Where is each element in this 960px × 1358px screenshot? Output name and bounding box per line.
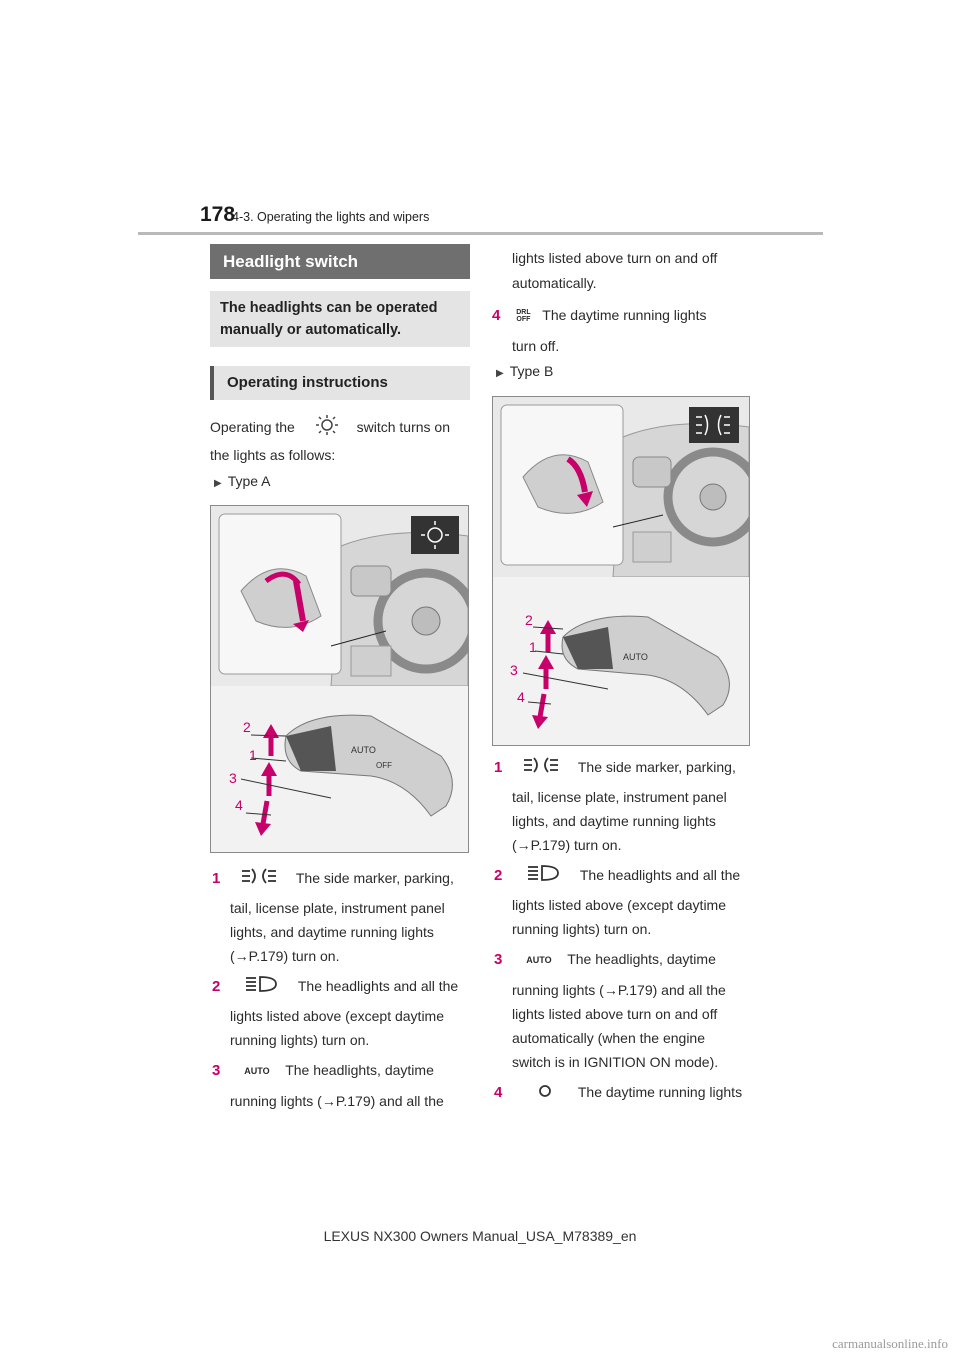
left-item-3 — [212, 1058, 472, 1113]
item-number: 2 — [212, 978, 221, 995]
page-number: 178 — [200, 203, 236, 226]
left-item-2-line0 — [212, 974, 472, 1000]
footer-manual-id: LEXUS NX300 Owners Manual_USA_M78389_en — [323, 1228, 637, 1244]
right-item-4 — [494, 1080, 754, 1105]
item-number: 4 — [492, 307, 501, 324]
intro-box: The headlights can be operated manually or automatically. — [210, 291, 470, 347]
right-item-1-line3: (→P.179) turn on. — [512, 836, 622, 853]
right-cont-line0: lights listed above turn on and off — [512, 250, 718, 266]
triangle-bullet-icon: ▶ — [496, 368, 504, 379]
fig-b-label-1: 1 — [529, 639, 537, 655]
left-item-1-line2: lights, and daytime running lights — [230, 923, 434, 940]
watermark: carmanualsonline.info — [832, 1336, 948, 1351]
line-text: The headlights, daytime — [285, 1062, 434, 1078]
type-a-label — [214, 469, 271, 496]
right-item-2-line2: running lights) turn on. — [512, 920, 652, 937]
drl-off-icon — [516, 309, 530, 323]
left-item-1-line1: tail, license plate, instrument panel — [230, 899, 445, 916]
right-item-3-line0 — [494, 947, 754, 972]
item-number: 2 — [494, 867, 503, 884]
operating-sentence — [210, 414, 480, 443]
left-item-2 — [212, 974, 472, 1052]
left-item-1 — [212, 866, 472, 968]
figure-type-a — [210, 505, 469, 853]
drl-text: DRL — [516, 309, 531, 317]
headlight-switch-heading: Headlight switch — [210, 244, 470, 279]
item-number: 4 — [494, 1084, 503, 1101]
line-text: The daytime running lights — [577, 1084, 743, 1100]
fig-a-label-3: 3 — [229, 770, 237, 786]
type-a-text: Type A — [227, 473, 271, 489]
header-rule — [138, 232, 823, 235]
operating-instructions-heading: Operating instructions — [210, 366, 470, 400]
line-text: The headlights and all the — [579, 867, 741, 883]
fig-b-label-4: 4 — [517, 689, 525, 705]
off-mark: OFF — [376, 761, 392, 770]
auto-light-icon: AUTO — [244, 1066, 270, 1077]
right-item-4a — [492, 303, 706, 328]
right-item-1 — [494, 755, 754, 857]
line-text: The headlights and all the — [297, 978, 459, 994]
line-text: The headlights, daytime — [567, 951, 716, 967]
op-pre-text: Operating the — [210, 419, 295, 436]
right-item-3-line1: running lights (→P.179) and all the — [512, 982, 726, 999]
type-b-text: Type B — [509, 363, 554, 379]
right-item-3 — [494, 947, 754, 1074]
right-item-1-line2: lights, and daytime running lights — [512, 812, 716, 829]
triangle-bullet-icon: ▶ — [214, 478, 222, 489]
line-text: The side marker, parking, — [295, 870, 454, 886]
right-item-1-line0 — [494, 755, 754, 781]
fig-a-label-2: 2 — [243, 719, 251, 735]
left-item-1-line3: (→P.179) turn on. — [230, 947, 340, 964]
fig-a-label-1: 1 — [249, 747, 257, 763]
right-item-2-line1: lights listed above (except daytime — [512, 896, 726, 913]
right-item-2-line0 — [494, 863, 754, 889]
right-item-4a-line1: turn off. — [512, 338, 560, 354]
fig-b-label-3: 3 — [510, 662, 518, 678]
op-post-text: switch turns on — [356, 419, 450, 436]
right-item-4-line0 — [494, 1080, 754, 1105]
left-item-2-line2: running lights) turn on. — [230, 1031, 370, 1048]
off-position-icon — [538, 1081, 552, 1105]
auto-mark-b: AUTO — [623, 652, 648, 662]
side-marker-light-icon — [242, 867, 282, 892]
type-b-label — [496, 359, 553, 386]
line-text: The daytime running lights — [542, 307, 707, 323]
fig-b-label-2: 2 — [525, 612, 533, 628]
right-item-2 — [494, 863, 754, 941]
left-item-3-line1: running lights (→P.179) and all the — [230, 1093, 444, 1110]
figure-type-b — [492, 396, 750, 746]
auto-mark: AUTO — [351, 745, 376, 755]
right-item-1-line1: tail, license plate, instrument panel — [512, 788, 727, 805]
left-item-2-line1: lights listed above (except daytime — [230, 1007, 444, 1024]
left-item-3-line0 — [212, 1058, 472, 1083]
auto-light-icon: AUTO — [526, 955, 552, 966]
side-marker-light-icon — [524, 756, 564, 781]
line-text: The side marker, parking, — [577, 759, 736, 775]
item-number: 1 — [494, 759, 503, 776]
fig-a-label-4: 4 — [235, 797, 243, 813]
headlight-icon — [246, 975, 280, 1000]
right-item-3-line3: automatically (when the engine — [512, 1030, 706, 1047]
item-number: 3 — [212, 1062, 221, 1079]
left-item-1-line0 — [212, 866, 472, 892]
light-switch-icon — [315, 414, 339, 443]
item-number: 3 — [494, 951, 503, 968]
item-number: 1 — [212, 870, 221, 887]
drl-off-text: OFF — [516, 316, 531, 324]
right-cont-line1: automatically. — [512, 275, 597, 291]
headlight-icon — [528, 864, 562, 889]
section-title: 4-3. Operating the lights and wipers — [232, 210, 430, 224]
right-item-3-line4: switch is in IGNITION ON mode). — [512, 1054, 719, 1071]
operating-sentence-line2: the lights as follows: — [210, 447, 336, 463]
right-item-3-line2: lights listed above turn on and off — [512, 1006, 718, 1023]
